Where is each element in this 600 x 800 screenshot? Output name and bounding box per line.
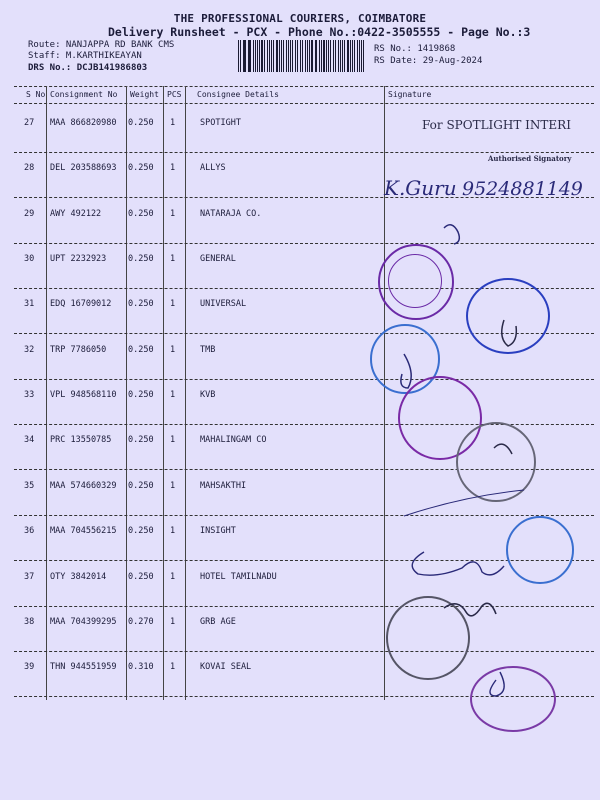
- barcode-bar: [335, 40, 336, 72]
- barcode-bar: [300, 40, 301, 72]
- row-consignment-no: THN 944551959: [50, 662, 117, 672]
- row-sno: 34: [24, 435, 35, 445]
- barcode-bar: [297, 40, 298, 72]
- row-weight: 0.250: [128, 209, 154, 219]
- row-sno: 30: [24, 254, 35, 264]
- barcode-bar: [309, 40, 310, 72]
- barcode-bar: [276, 40, 278, 72]
- barcode-bar: [359, 40, 360, 72]
- barcode-bar: [315, 40, 316, 72]
- barcode-bar: [290, 40, 291, 72]
- barcode-bar: [249, 40, 250, 72]
- barcode-bar: [305, 40, 306, 72]
- row-consignment-no: AWY 492122: [50, 209, 102, 219]
- barcode-bar: [279, 40, 280, 72]
- barcode-bar: [323, 40, 324, 72]
- row-pcs: 1: [170, 662, 176, 672]
- barcode-bar: [342, 40, 343, 72]
- company-name: THE PROFESSIONAL COURIERS, COIMBATORE: [173, 12, 427, 25]
- row-consignment-no: TRP 7786050: [50, 345, 107, 355]
- row-weight: 0.250: [128, 163, 154, 173]
- row-pcs: 1: [170, 481, 176, 491]
- row-separator: [14, 152, 594, 153]
- row-pcs: 1: [170, 254, 176, 264]
- row-consignment-no: MAA 704399295: [50, 617, 117, 627]
- row-consignee: INSIGHT: [200, 526, 236, 536]
- row-consignee: MAHSAKTHI: [200, 481, 247, 491]
- row-consignee: NATARAJA CO.: [200, 209, 262, 219]
- row-sno: 35: [24, 481, 35, 491]
- barcode-bar: [326, 40, 327, 72]
- rs-number: RS No.: 1419868: [374, 44, 456, 54]
- spotlight-stamp-text: For SPOTLIGHT INTERI: [422, 118, 571, 132]
- row-pcs: 1: [170, 299, 176, 309]
- handwritten-phone: 9524881149: [462, 178, 583, 200]
- barcode-bar: [273, 40, 274, 72]
- barcode: [238, 40, 366, 72]
- barcode-bar: [248, 40, 249, 72]
- row-pcs: 1: [170, 209, 176, 219]
- barcode-bar: [340, 40, 341, 72]
- row-consignee: KVB: [200, 390, 216, 400]
- barcode-bar: [363, 40, 364, 72]
- row-sno: 39: [24, 662, 35, 672]
- row-weight: 0.250: [128, 481, 154, 491]
- row-weight: 0.250: [128, 254, 154, 264]
- col-consignment: Consignment No: [50, 90, 118, 99]
- barcode-bar: [255, 40, 256, 72]
- handwritten-marks: [384, 216, 600, 736]
- row-consignee: ALLYS: [200, 163, 226, 173]
- row-pcs: 1: [170, 390, 176, 400]
- barcode-bar: [253, 40, 254, 72]
- row-sno: 27: [24, 118, 35, 128]
- row-consignee: GENERAL: [200, 254, 236, 264]
- col-pcs: PCS: [167, 90, 182, 99]
- barcode-bar: [264, 40, 265, 72]
- row-consignment-no: PRC 13550785: [50, 435, 112, 445]
- barcode-bar: [243, 40, 244, 72]
- row-consignment-no: VPL 948568110: [50, 390, 117, 400]
- rs-date: RS Date: 29-Aug-2024: [374, 56, 483, 66]
- row-weight: 0.250: [128, 390, 154, 400]
- row-consignment-no: OTY 3842014: [50, 572, 107, 582]
- row-consignment-no: MAA 704556215: [50, 526, 117, 536]
- row-sno: 36: [24, 526, 35, 536]
- row-consignment-no: UPT 2232923: [50, 254, 107, 264]
- row-weight: 0.250: [128, 526, 154, 536]
- row-consignment-no: MAA 574660329: [50, 481, 117, 491]
- barcode-bar: [261, 40, 263, 72]
- row-weight: 0.250: [128, 118, 154, 128]
- barcode-bar: [344, 40, 345, 72]
- row-sno: 33: [24, 390, 35, 400]
- row-weight: 0.250: [128, 435, 154, 445]
- barcode-bar: [316, 40, 317, 72]
- row-pcs: 1: [170, 526, 176, 536]
- row-consignment-no: EDQ 16709012: [50, 299, 112, 309]
- row-sno: 31: [24, 299, 35, 309]
- row-pcs: 1: [170, 118, 176, 128]
- row-consignee: HOTEL TAMILNADU: [200, 572, 277, 582]
- row-weight: 0.270: [128, 617, 154, 627]
- row-consignee: GRB AGE: [200, 617, 236, 627]
- barcode-bar: [352, 40, 353, 72]
- barcode-bar: [347, 40, 349, 72]
- row-pcs: 1: [170, 345, 176, 355]
- row-sno: 38: [24, 617, 35, 627]
- row-consignee: SPOTIGHT: [200, 118, 241, 128]
- row-sno: 29: [24, 209, 35, 219]
- barcode-bar: [361, 40, 362, 72]
- row-weight: 0.310: [128, 662, 154, 672]
- barcode-bar: [295, 40, 297, 72]
- barcode-bar: [286, 40, 287, 72]
- row-weight: 0.250: [128, 345, 154, 355]
- row-weight: 0.250: [128, 572, 154, 582]
- row-weight: 0.250: [128, 299, 154, 309]
- barcode-bar: [319, 40, 320, 72]
- runsheet-title: Delivery Runsheet - PCX - Phone No.:0422-3505555 - Page No.:3: [108, 25, 531, 39]
- row-sno: 37: [24, 572, 35, 582]
- barcode-bar: [350, 40, 351, 72]
- header-top-rule: [14, 86, 594, 87]
- row-consignee: KOVAI SEAL: [200, 662, 252, 672]
- barcode-bar: [333, 40, 334, 72]
- barcode-bar: [267, 40, 268, 72]
- barcode-bar: [292, 40, 293, 72]
- barcode-bar: [244, 40, 246, 72]
- row-sno: 28: [24, 163, 35, 173]
- barcode-bar: [311, 40, 313, 72]
- barcode-bar: [307, 40, 308, 72]
- barcode-bar: [238, 40, 239, 72]
- barcode-bar: [259, 40, 260, 72]
- drs-number: DRS No.: DCJB141986803: [28, 63, 148, 73]
- row-pcs: 1: [170, 435, 176, 445]
- authorised-signatory-text: Authorised Signatory: [488, 154, 572, 163]
- row-pcs: 1: [170, 572, 176, 582]
- row-pcs: 1: [170, 617, 176, 627]
- col-sno: S No: [26, 90, 46, 99]
- header-bottom-rule: [14, 103, 594, 104]
- barcode-bar: [338, 40, 339, 72]
- col-consignee: Consignee Details: [197, 90, 279, 99]
- staff-label: Staff: M.KARTHIKEAYAN: [28, 51, 142, 61]
- barcode-bar: [257, 40, 258, 72]
- barcode-bar: [281, 40, 282, 72]
- barcode-bar: [357, 40, 358, 72]
- row-consignment-no: MAA 866820980: [50, 118, 117, 128]
- barcode-bar: [271, 40, 272, 72]
- table-row: [0, 163, 600, 175]
- row-consignment-no: DEL 203588693: [50, 163, 117, 173]
- row-sno: 32: [24, 345, 35, 355]
- barcode-bar: [302, 40, 303, 72]
- handwritten-signature-kguru: K.Guru: [384, 176, 457, 200]
- barcode-bar: [288, 40, 289, 72]
- row-consignee: TMB: [200, 345, 216, 355]
- barcode-bar: [269, 40, 270, 72]
- barcode-bar: [240, 40, 241, 72]
- barcode-bar: [321, 40, 322, 72]
- route-label: Route: NANJAPPA RD BANK CMS: [28, 40, 175, 50]
- row-pcs: 1: [170, 163, 176, 173]
- barcode-bar: [283, 40, 284, 72]
- col-weight: Weight: [130, 90, 159, 99]
- row-consignee: MAHALINGAM CO: [200, 435, 267, 445]
- col-signature: Signature: [388, 90, 432, 99]
- barcode-bar: [354, 40, 355, 72]
- barcode-bar: [328, 40, 329, 72]
- barcode-bar: [330, 40, 332, 72]
- row-consignee: UNIVERSAL: [200, 299, 247, 309]
